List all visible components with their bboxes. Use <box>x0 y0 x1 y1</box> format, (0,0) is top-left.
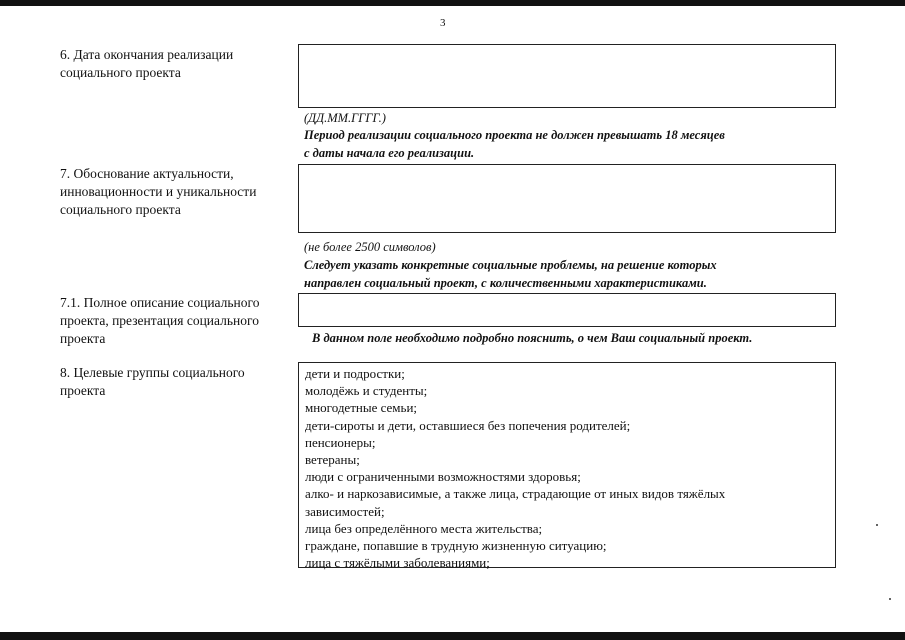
target-group-option[interactable]: алко- и наркозависимые, а также лица, страдающие от иных видов тяжёлых <box>305 486 726 502</box>
target-group-option[interactable]: ветераны; <box>305 452 360 468</box>
relevance-limit-hint: (не более 2500 символов) <box>304 240 436 254</box>
target-group-option[interactable]: дети и подростки; <box>305 366 405 381</box>
target-group-option-continuation: зависимостей; <box>305 503 385 519</box>
target-group-option[interactable]: люди с ограниченными возможностями здоровья; <box>305 469 581 485</box>
target-group-option[interactable]: лица с тяжёлыми заболеваниями; <box>305 555 490 571</box>
target-group-option[interactable]: пенсионеры; <box>305 434 376 450</box>
description-label: 7.1. Полное описание социального проекта, презентация социального проекта <box>60 295 260 346</box>
description-field[interactable] <box>298 293 836 327</box>
target-groups-list[interactable] <box>298 362 836 571</box>
page-number: 3 <box>440 17 446 29</box>
bottom-border <box>0 632 905 640</box>
end-date-note-line2: с даты начала его реализации. <box>304 146 475 160</box>
end-date-format-hint: (ДД.ММ.ГГГГ.) <box>304 111 386 125</box>
target-group-option[interactable]: многодетные семьи; <box>305 400 418 416</box>
relevance-note-line1: Следует указать конкретные социальные проблемы, на решение которых <box>304 258 717 272</box>
target-group-option[interactable]: граждане, попавшие в трудную жизненную ситуацию; <box>305 538 607 554</box>
end-date-note <box>304 126 830 162</box>
end-date-note-line1: Период реализации социального проекта не должен превышать 18 месяцев <box>304 128 725 142</box>
relevance-label: 7. Обоснование актуальности, инновационности и уникальности социального проекта <box>60 166 257 217</box>
relevance-note-line2: направлен социальный проект, с количественными характеристиками. <box>304 276 707 290</box>
target-group-option[interactable]: молодёжь и студенты; <box>305 383 428 399</box>
relevance-field[interactable] <box>298 164 836 233</box>
description-note: В данном поле необходимо подробно пояснить, о чем Ваш социальный проект. <box>312 331 753 345</box>
top-border <box>0 0 905 6</box>
target-group-option[interactable]: лица без определённого места жительства; <box>305 520 543 536</box>
scan-speck <box>876 524 878 526</box>
target-group-option[interactable]: дети-сироты и дети, оставшиеся без попечения родителей; <box>305 417 631 433</box>
scan-speck <box>889 598 891 600</box>
relevance-note <box>304 256 830 292</box>
end-date-label: 6. Дата окончания реализации социального проекта <box>60 47 234 80</box>
target-groups-label: 8. Целевые группы социального проекта <box>60 365 245 398</box>
end-date-field[interactable] <box>298 44 836 108</box>
